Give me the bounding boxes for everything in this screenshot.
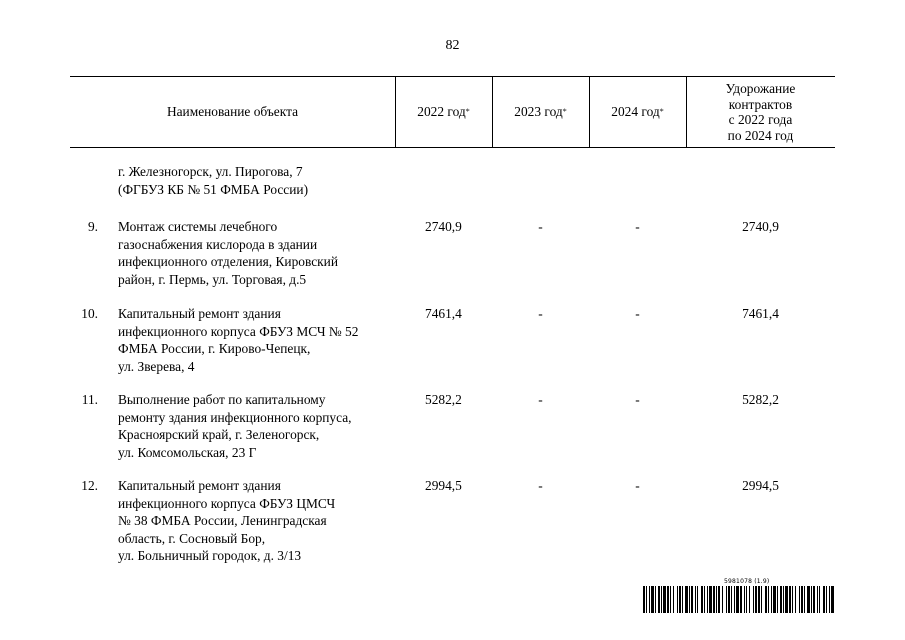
barcode-bar <box>707 586 708 613</box>
row-value-2023: - <box>538 219 543 234</box>
barcode-bar <box>783 586 784 613</box>
barcode-bar <box>695 586 696 613</box>
barcode-bar <box>670 586 671 613</box>
barcode-bar <box>709 586 712 613</box>
barcode-bar <box>780 586 782 613</box>
barcode-bar <box>829 586 830 613</box>
row-value-cost-increase: 2740,9 <box>742 219 779 234</box>
barcode-bar <box>651 586 654 613</box>
barcode-bar <box>789 586 791 613</box>
row-value-cost-increase: 7461,4 <box>742 306 779 321</box>
barcode-bar <box>746 586 747 613</box>
header-2024-text: 2024 год <box>611 104 660 120</box>
barcode-bar <box>673 586 674 613</box>
row-value-2023: - <box>538 392 543 407</box>
header-2023-text: 2023 год <box>514 104 563 120</box>
header-2022-text: 2022 год <box>417 104 466 120</box>
barcode-bar <box>677 586 678 613</box>
data-table <box>70 76 835 148</box>
barcode-bar <box>716 586 717 613</box>
barcode-bar <box>734 586 735 613</box>
barcode-bar <box>765 586 767 613</box>
table-row <box>70 305 835 385</box>
barcode-bar <box>685 586 688 613</box>
barcode-bar <box>736 586 739 613</box>
barcode-bar <box>704 586 705 613</box>
barcode-bar <box>658 586 660 613</box>
row-number: 11. <box>81 392 98 407</box>
barcode-bar <box>804 586 805 613</box>
barcode-bar <box>819 586 820 613</box>
barcode-label: 5981078 (1.9) <box>724 578 770 585</box>
barcode-bar <box>682 586 683 613</box>
barcode-bar <box>697 586 698 613</box>
row-value-cost-increase: 2994,5 <box>742 478 779 493</box>
row-number: 9. <box>87 219 98 234</box>
continued-row-text: г. Железногорск, ул. Пирогова, 7 (ФГБУЗ КБ № 51 ФМБА России) <box>118 164 309 197</box>
barcode-image <box>643 586 835 613</box>
row-name: Капитальный ремонт здания инфекционного корпуса ФБУЗ МСЧ № 52 ФМБА России, г. Кирово-Чепецк, ул. Зверева, 4 <box>118 306 359 374</box>
barcode-bar <box>663 586 666 613</box>
barcode-bar <box>722 586 723 613</box>
header-name <box>70 77 395 147</box>
row-value-2024: - <box>635 306 640 321</box>
barcode-bar <box>758 586 760 613</box>
header-cost-increase-text: Удорожание контрактов с 2022 года по 2024 год <box>725 81 796 143</box>
barcode-bar <box>689 586 690 613</box>
barcode-bar <box>799 586 800 613</box>
barcode-bar <box>691 586 693 613</box>
barcode-bar <box>792 586 793 613</box>
table-row <box>70 391 835 471</box>
barcode-bar <box>771 586 772 613</box>
header-cost-increase <box>686 77 835 147</box>
barcode-bar <box>701 586 703 613</box>
barcode-bar <box>773 586 776 613</box>
row-value-2022: 2740,9 <box>425 219 462 234</box>
row-value-cost-increase: 5282,2 <box>742 392 779 407</box>
header-name-text: Наименование объекта <box>166 104 299 120</box>
barcode-bar <box>744 586 745 613</box>
barcode-bar <box>753 586 754 613</box>
barcode-bar <box>649 586 650 613</box>
table-row <box>70 218 835 298</box>
barcode-bar <box>785 586 788 613</box>
barcode-bar <box>755 586 757 613</box>
row-number: 10. <box>81 306 98 321</box>
barcode-bar <box>777 586 778 613</box>
row-value-2024: - <box>635 392 640 407</box>
row-name: Капитальный ремонт здания инфекционного корпуса ФБУЗ ЦМСЧ № 38 ФМБА России, Ленинградская область, г. Сосновый Бор, ул. Больничный городок, д. 3/13 <box>118 478 336 563</box>
row-name: Монтаж системы лечебного газоснабжения кислорода в здании инфекционного отделения, Кировский район, г. Пермь, ул. Торговая, д.5 <box>118 219 338 287</box>
barcode-bar <box>801 586 803 613</box>
barcode-bar <box>823 586 825 613</box>
barcode-bar <box>817 586 818 613</box>
barcode-bar <box>813 586 815 613</box>
barcode-bar <box>667 586 669 613</box>
barcode-bar <box>679 586 681 613</box>
barcode-bar <box>761 586 762 613</box>
barcode-bar <box>811 586 812 613</box>
table-row <box>70 477 835 572</box>
barcode-bar <box>795 586 796 613</box>
barcode-bar <box>807 586 810 613</box>
row-value-2022: 5282,2 <box>425 392 462 407</box>
header-2024: 2024 год * <box>611 104 664 120</box>
barcode-bar <box>655 586 656 613</box>
row-value-2024: - <box>635 219 640 234</box>
row-name: Выполнение работ по капитальному ремонту здания инфекционного корпуса, Красноярский край, г. Зеленогорск, ул. Комсомольская, 23 Г <box>118 392 352 460</box>
row-value-2024: - <box>635 478 640 493</box>
barcode-bar <box>646 586 647 613</box>
header-2022: 2022 год * <box>417 104 470 120</box>
barcode-bar <box>731 586 732 613</box>
barcode-bar <box>726 586 727 613</box>
row-number: 12. <box>81 478 98 493</box>
header-2023: 2023 год * <box>514 104 567 120</box>
barcode-bar <box>749 586 750 613</box>
table-header <box>70 77 835 148</box>
barcode-bar <box>826 586 827 613</box>
barcode-bar <box>768 586 769 613</box>
barcode-bar <box>661 586 662 613</box>
row-value-2023: - <box>538 478 543 493</box>
barcode-bar <box>643 586 645 613</box>
barcode-bar <box>728 586 730 613</box>
row-value-2022: 2994,5 <box>425 478 462 493</box>
row-value-2023: - <box>538 306 543 321</box>
barcode-bar <box>740 586 742 613</box>
page-number: 82 <box>445 38 460 53</box>
barcode-bar <box>718 586 720 613</box>
barcode-bar <box>713 586 715 613</box>
row-value-2022: 7461,4 <box>425 306 462 321</box>
barcode-bar <box>831 586 834 613</box>
